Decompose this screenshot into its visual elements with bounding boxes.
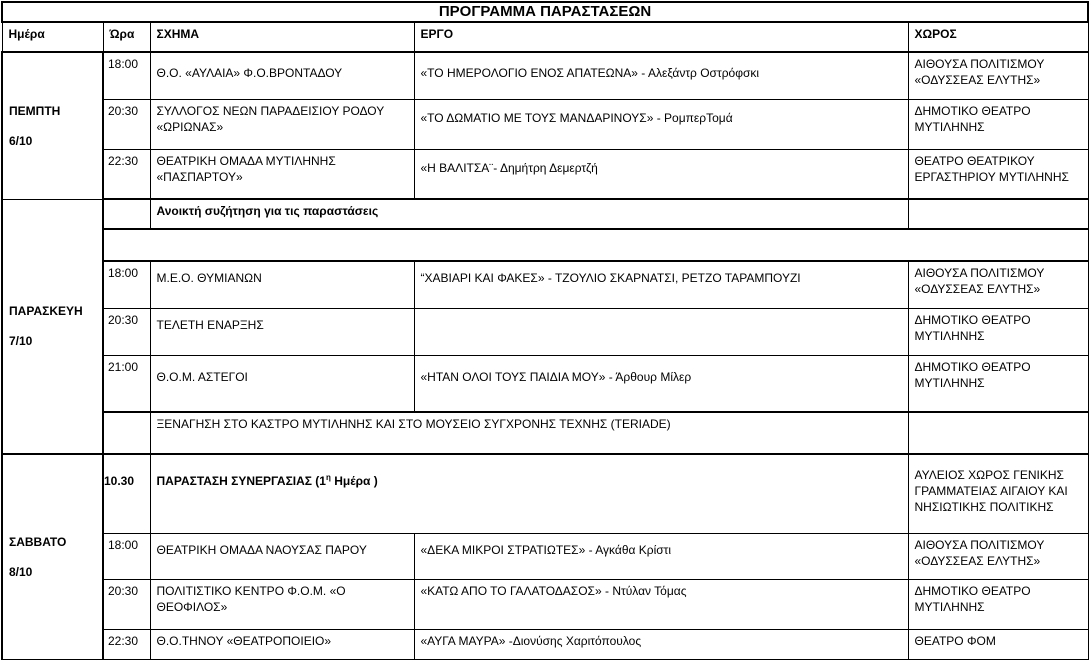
venue-cell: ΔΗΜΟΤΙΚΟ ΘΕΑΤΡΟ ΜΥΤΙΛΗΝΗΣ — [908, 355, 1088, 412]
venue-cell: ΑΥΛΕΙΟΣ ΧΩΡΟΣ ΓΕΝΙΚΗΣ ΓΡΑΜΜΑΤΕΙΑΣ ΑΙΓΑΙΟΥ ΚΑΙ ΝΗΣΙΩΤΙΚΗΣ ΠΟΛΙΤΙΚΗΣ — [908, 454, 1088, 533]
table-row — [2, 355, 1088, 412]
group-cell: ΘΕΑΤΡΙΚΗ ΟΜΑΔΑ ΜΥΤΙΛΗΝΗΣ «ΠΑΣΠΑΡΤΟΥ» — [150, 149, 414, 199]
time-cell: 22:30 — [103, 629, 150, 659]
page-title: ΠΡΟΓΡΑΜΜΑ ΠΑΡΑΣΤΑΣΕΩΝ — [2, 2, 1088, 22]
collab-label-suffix: Ημέρα ) — [330, 474, 378, 488]
day-date: 8/10 — [9, 564, 33, 579]
header-work: ΕΡΓΟ — [414, 22, 908, 52]
work-cell: «ΔΕΚΑ ΜΙΚΡΟΙ ΣΤΡΑΤΙΩΤΕΣ» - Αγκάθα Κρίστι — [414, 533, 908, 579]
day-date: 7/10 — [9, 334, 33, 349]
table-row — [2, 149, 1088, 199]
venue-cell: ΑΙΘΟΥΣΑ ΠΟΛΙΤΙΣΜΟΥ «ΟΔΥΣΣΕΑΣ ΕΛΥΤΗΣ» — [908, 533, 1088, 579]
time-cell: 18:00 — [103, 52, 150, 99]
collab-label — [150, 454, 908, 533]
tour-label: ΞΕΝΑΓΗΣΗ ΣΤΟ ΚΑΣΤΡΟ ΜΥΤΙΛΗΝΗΣ ΚΑΙ ΣΤΟ ΜΟΥΣΕΙΟ ΣΥΓΧΡΟΝΗΣ ΤΕΧΝΗΣ (TERIADE) — [150, 412, 908, 454]
venue-cell: ΑΙΘΟΥΣΑ ΠΟΛΙΤΙΣΜΟΥ «ΟΔΥΣΣΕΑΣ ΕΛΥΤΗΣ» — [908, 52, 1088, 99]
header-row — [2, 22, 1088, 52]
table-row — [2, 99, 1088, 149]
day-name: ΠΑΡΑΣΚΕΥΗ — [9, 304, 83, 319]
venue-cell — [908, 412, 1088, 454]
discussion-row — [2, 199, 1088, 229]
group-cell: ΠΟΛΙΤΙΣΤΙΚΟ ΚΕΝΤΡΟ Φ.Ο.Μ. «Ο ΘΕΟΦΙΛΟΣ» — [150, 579, 414, 629]
time-cell: 10.30 — [103, 454, 150, 533]
time-cell: 20:30 — [103, 579, 150, 629]
discussion-label: Ανοικτή συζήτηση για τις παραστάσεις — [150, 199, 908, 229]
header-venue: ΧΩΡΟΣ — [908, 22, 1088, 52]
group-cell: Θ.Ο. «ΑΥΛΑΙΑ» Φ.Ο.ΒΡΟΝΤΑΔΟΥ — [150, 52, 414, 99]
time-cell: 20:30 — [103, 99, 150, 149]
spacer-cell — [103, 229, 1088, 261]
spacer-row — [2, 229, 1088, 261]
time-cell: 18:00 — [103, 533, 150, 579]
time-cell: 22:30 — [103, 149, 150, 199]
time-cell: 18:00 — [103, 261, 150, 308]
collab-label-text: ΠΑΡΑΣΤΑΣΗ ΣΥΝΕΡΓΑΣΙΑΣ (1 — [156, 474, 326, 488]
table-row — [2, 308, 1088, 355]
table-row — [2, 261, 1088, 308]
work-cell — [414, 308, 908, 355]
time-cell — [103, 199, 150, 229]
day-date: 6/10 — [9, 133, 33, 148]
group-cell: ΘΕΑΤΡΙΚΗ ΟΜΑΔΑ ΝΑΟΥΣΑΣ ΠΑΡΟΥ — [150, 533, 414, 579]
venue-cell: ΘΕΑΤΡΟ ΘΕΑΤΡΙΚΟΥ ΕΡΓΑΣΤΗΡΙΟΥ ΜΥΤΙΛΗΝΗΣ — [908, 149, 1088, 199]
table-row — [2, 629, 1088, 659]
venue-cell: ΑΙΘΟΥΣΑ ΠΟΛΙΤΙΣΜΟΥ «ΟΔΥΣΣΕΑΣ ΕΛΥΤΗΣ» — [908, 261, 1088, 308]
venue-cell: ΔΗΜΟΤΙΚΟ ΘΕΑΤΡΟ ΜΥΤΙΛΗΝΗΣ — [908, 308, 1088, 355]
work-cell: «ΤΟ ΔΩΜΑΤΙΟ ΜΕ ΤΟΥΣ ΜΑΝΔΑΡΙΝΟΥΣ» - ΡομπερΤομά — [414, 99, 908, 149]
collab-label-sup: η — [325, 473, 331, 482]
work-cell: «ΤΟ ΗΜΕΡΟΛΟΓΙΟ ΕΝΟΣ ΑΠΑΤΕΩΝΑ» - Αλεξάντρ Οστρόφσκι — [414, 52, 908, 99]
tour-row — [2, 412, 1088, 454]
venue-cell: ΘΕΑΤΡΟ ΦΟΜ — [908, 629, 1088, 659]
schedule-table — [1, 1, 1089, 660]
group-cell: Μ.Ε.Ο. ΘΥΜΙΑΝΩΝ — [150, 261, 414, 308]
time-cell: 21:00 — [103, 355, 150, 412]
group-cell: ΣΥΛΛΟΓΟΣ ΝΕΩΝ ΠΑΡΑΔΕΙΣΙΟΥ ΡΟΔΟΥ «ΩΡΙΩΝΑΣ» — [150, 99, 414, 149]
venue-cell — [908, 199, 1088, 229]
header-day: Ημέρα — [2, 22, 103, 52]
venue-cell: ΔΗΜΟΤΙΚΟ ΘΕΑΤΡΟ ΜΥΤΙΛΗΝΗΣ — [908, 579, 1088, 629]
day-name: ΣΑΒΒΑΤΟ — [9, 534, 67, 549]
day-cell-saturday — [2, 454, 103, 659]
group-cell: ΤΕΛΕΤΗ ΕΝΑΡΞΗΣ — [150, 308, 414, 355]
work-cell: «ΑΥΓΑ ΜΑΥΡΑ» -Διονύσης Χαριτόπουλος — [414, 629, 908, 659]
time-cell — [103, 412, 150, 454]
work-cell: «ΚΑΤΩ ΑΠΟ ΤΟ ΓΑΛΑΤΟΔΑΣΟΣ» - Ντύλαν Τόμας — [414, 579, 908, 629]
work-cell: “ΧΑΒΙΑΡΙ ΚΑΙ ΦΑΚΕΣ» - ΤΖΟΥΛΙΟ ΣΚΑΡΝΑΤΣΙ, ΡΕΤΖΟ ΤΑΡΑΜΠΟΥΖΙ — [414, 261, 908, 308]
title-row — [2, 2, 1088, 22]
collab-row — [2, 454, 1088, 533]
day-cell-friday — [2, 199, 103, 454]
work-cell: «Η ΒΑΛΙΤΣΑ¨- Δημήτρη Δεμερτζή — [414, 149, 908, 199]
group-cell: Θ.Ο.Μ. ΑΣΤΕΓΟΙ — [150, 355, 414, 412]
header-time: Ώρα — [103, 22, 150, 52]
time-cell: 20:30 — [103, 308, 150, 355]
group-cell: Θ.Ο.ΤΗΝΟΥ «ΘΕΑΤΡΟΠΟΙΕΙΟ» — [150, 629, 414, 659]
venue-cell: ΔΗΜΟΤΙΚΟ ΘΕΑΤΡΟ ΜΥΤΙΛΗΝΗΣ — [908, 99, 1088, 149]
header-group: ΣΧΗΜΑ — [150, 22, 414, 52]
day-name: ΠΕΜΠΤΗ — [9, 103, 61, 118]
table-row — [2, 52, 1088, 99]
day-cell-thursday — [2, 52, 103, 199]
work-cell: «ΗΤΑΝ ΟΛΟΙ ΤΟΥΣ ΠΑΙΔΙΑ ΜΟΥ» - Άρθουρ Μίλερ — [414, 355, 908, 412]
table-row — [2, 579, 1088, 629]
table-row — [2, 533, 1088, 579]
